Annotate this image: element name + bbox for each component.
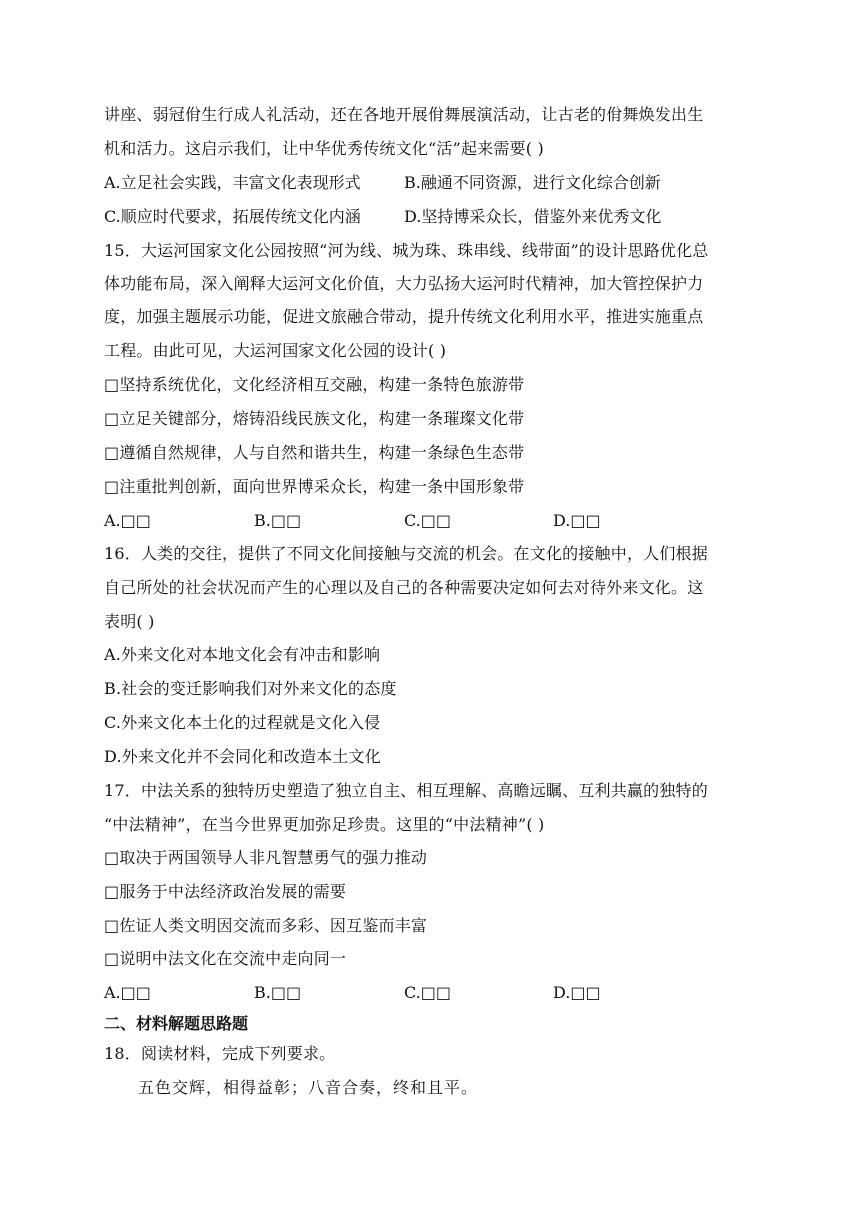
q15-options xyxy=(104,510,754,532)
q15-option-b: B.□□ xyxy=(254,511,302,530)
q16-option-d: D.外来文化并不会同化和改造本土文化 xyxy=(104,747,381,766)
q15-stem-line4: 工程。由此可见，大运河国家文化公园的设计( ) xyxy=(104,341,447,360)
q14-options-row2 xyxy=(104,206,754,228)
q17-item-2: □服务于中法经济政治发展的需要 xyxy=(104,882,347,901)
q14-option-b: B.融通不同资源，进行文化综合创新 xyxy=(404,173,661,192)
q15-item-4: □注重批判创新，面向世界博采众长，构建一条中国形象带 xyxy=(104,477,525,496)
q17-option-c: C.□□ xyxy=(404,983,451,1002)
q16-option-b: B.社会的变迁影响我们对外来文化的态度 xyxy=(104,679,397,698)
q17-option-a: A.□□ xyxy=(104,983,151,1002)
q16-stem-line1: 16．人类的交往，提供了不同文化间接触与交流的机会。在文化的接触中，人们根据 xyxy=(104,544,708,563)
q15-option-c: C.□□ xyxy=(404,511,451,530)
q14-options-row1 xyxy=(104,172,754,194)
q14-stem-line1: 讲座、弱冠佾生行成人礼活动，还在各地开展佾舞展演活动，让古老的佾舞焕发出生 xyxy=(104,105,704,124)
q17-option-d: D.□□ xyxy=(553,983,601,1002)
q15-item-3: □遵循自然规律，人与自然和谐共生，构建一条绿色生态带 xyxy=(104,443,525,462)
q16-stem-line2: 自己所处的社会状况而产生的心理以及自己的各种需要决定如何去对待外来文化。这 xyxy=(104,578,704,597)
q14-option-a: A.立足社会实践，丰富文化表现形式 xyxy=(104,173,361,192)
q18-stem: 18．阅读材料，完成下列要求。 xyxy=(104,1044,336,1063)
q16-option-c: C.外来文化本土化的过程就是文化入侵 xyxy=(104,713,381,732)
q17-option-b: B.□□ xyxy=(254,983,302,1002)
q16-stem-line3: 表明( ) xyxy=(104,612,155,631)
q17-item-4: □说明中法文化在交流中走向同一 xyxy=(104,949,347,968)
section-heading: 二、材料解题思路题 xyxy=(104,1014,249,1033)
q17-stem-line2: “中法精神”，在当今世界更加弥足珍贵。这里的“中法精神”( ) xyxy=(104,815,545,834)
q15-option-a: A.□□ xyxy=(104,511,151,530)
q15-option-d: D.□□ xyxy=(553,511,601,530)
q15-item-2: □立足关键部分，熔铸沿线民族文化，构建一条璀璨文化带 xyxy=(104,409,525,428)
q14-option-d: D.坚持博采众长，借鉴外来优秀文化 xyxy=(404,207,662,226)
q15-stem-line2: 体功能布局，深入阐释大运河文化价值，大力弘扬大运河时代精神，加大管控保护力 xyxy=(104,274,704,293)
q15-stem-line3: 度，加强主题展示功能，促进文旅融合带动，提升传统文化利用水平，推进实施重点 xyxy=(104,307,704,326)
q15-item-1: □坚持系统优化，文化经济相互交融，构建一条特色旅游带 xyxy=(104,375,525,394)
q14-option-c: C.顺应时代要求，拓展传统文化内涵 xyxy=(104,207,361,226)
q17-options xyxy=(104,982,754,1004)
q16-option-a: A.外来文化对本地文化会有冲击和影响 xyxy=(104,645,381,664)
q17-item-3: □佐证人类文明因交流而多彩、因互鉴而丰富 xyxy=(104,916,428,935)
q17-item-1: □取决于两国领导人非凡智慧勇气的强力推动 xyxy=(104,848,428,867)
q14-stem-line2: 机和活力。这启示我们，让中华优秀传统文化“活”起来需要( ) xyxy=(104,139,544,158)
q18-quote: 五色交辉，相得益彰；八音合奏，终和且平。 xyxy=(138,1078,479,1097)
q15-stem-line1: 15．大运河国家文化公园按照“河为线、城为珠、珠串线、线带面”的设计思路优化总 xyxy=(104,241,709,260)
q17-stem-line1: 17．中法关系的独特历史塑造了独立自主、相互理解、高瞻远瞩、互利共赢的独特的 xyxy=(104,781,708,800)
